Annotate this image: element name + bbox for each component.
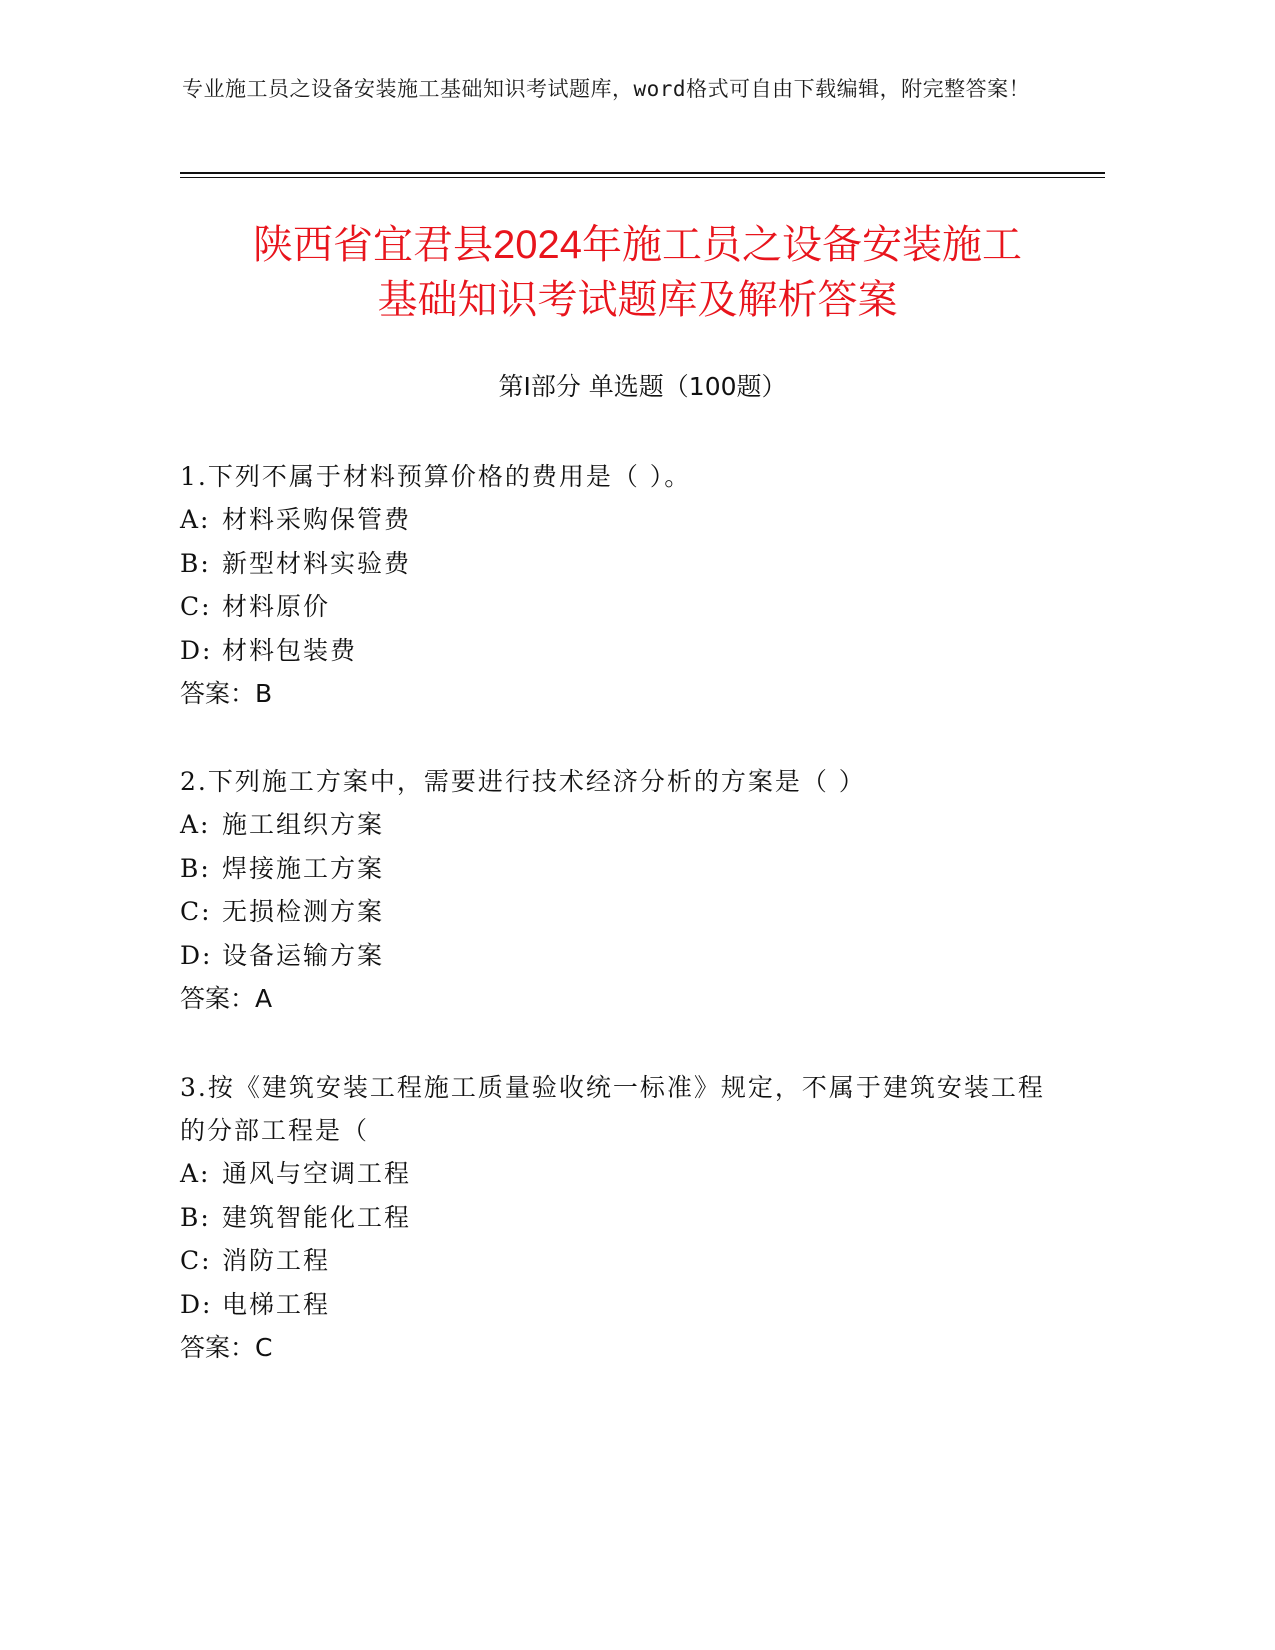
question-stem: 1.下列不属于材料预算价格的费用是（ ）。 bbox=[180, 462, 692, 491]
option-letter: D: bbox=[180, 940, 213, 970]
question-stem: 2.下列施工方案中，需要进行技术经济分析的方案是（ ） bbox=[180, 767, 866, 796]
option-c bbox=[180, 890, 1060, 934]
option-text: 材料原价 bbox=[222, 592, 331, 621]
option-a bbox=[180, 498, 1060, 542]
option-letter: B: bbox=[180, 1202, 211, 1232]
option-text: 施工组织方案 bbox=[222, 810, 385, 839]
option-text: 焊接施工方案 bbox=[222, 853, 385, 883]
option-a bbox=[180, 1152, 1060, 1196]
option-c bbox=[180, 585, 1060, 629]
option-c bbox=[180, 1239, 1060, 1283]
question-1 bbox=[180, 455, 1060, 716]
document-title bbox=[150, 218, 1125, 328]
option-b bbox=[180, 847, 1060, 891]
option-text: 消防工程 bbox=[222, 1246, 331, 1275]
option-text: 材料包装费 bbox=[222, 635, 358, 665]
option-b bbox=[180, 542, 1060, 586]
header-divider-thick bbox=[180, 172, 1105, 174]
option-letter: C: bbox=[180, 1246, 212, 1275]
option-text: 建筑智能化工程 bbox=[222, 1202, 412, 1232]
option-text: 电梯工程 bbox=[222, 1289, 331, 1319]
header-note: 专业施工员之设备安装施工基础知识考试题库，word格式可自由下载编辑，附完整答案！ bbox=[182, 77, 1031, 101]
option-text: 无损检测方案 bbox=[222, 897, 385, 926]
option-letter: B: bbox=[180, 853, 211, 883]
option-text: 设备运输方案 bbox=[222, 940, 385, 970]
option-b bbox=[180, 1196, 1060, 1240]
option-letter: C: bbox=[180, 592, 212, 621]
answer-line: 答案：C bbox=[180, 1333, 273, 1362]
header-divider-thin bbox=[180, 177, 1105, 178]
option-letter: A: bbox=[180, 1159, 211, 1188]
option-letter: C: bbox=[180, 897, 212, 926]
document-title-line-1: 陕西省宜君县2024年施工员之设备安装施工 bbox=[253, 223, 1022, 267]
option-letter: A: bbox=[180, 505, 211, 534]
option-letter: D: bbox=[180, 1289, 213, 1319]
option-d bbox=[180, 1283, 1060, 1327]
question-stem: 3.按《建筑安装工程施工质量验收统一标准》规定，不属于建筑安装工程的分部工程是（ bbox=[180, 1073, 1045, 1145]
option-text: 通风与空调工程 bbox=[222, 1159, 412, 1188]
option-d bbox=[180, 934, 1060, 978]
answer-line: 答案：B bbox=[180, 679, 273, 708]
option-letter: A: bbox=[180, 810, 211, 839]
document-title-line-2: 基础知识考试题库及解析答案 bbox=[377, 278, 898, 322]
option-letter: B: bbox=[180, 548, 211, 578]
option-d bbox=[180, 629, 1060, 673]
answer-line: 答案：A bbox=[180, 984, 273, 1013]
option-text: 材料采购保管费 bbox=[222, 505, 412, 534]
section-title: 第Ⅰ部分 单选题（100题） bbox=[498, 372, 787, 401]
question-2 bbox=[180, 760, 1060, 1021]
option-letter: D: bbox=[180, 635, 213, 665]
option-text: 新型材料实验费 bbox=[222, 548, 412, 578]
question-3 bbox=[180, 1066, 1060, 1370]
option-a bbox=[180, 803, 1060, 847]
